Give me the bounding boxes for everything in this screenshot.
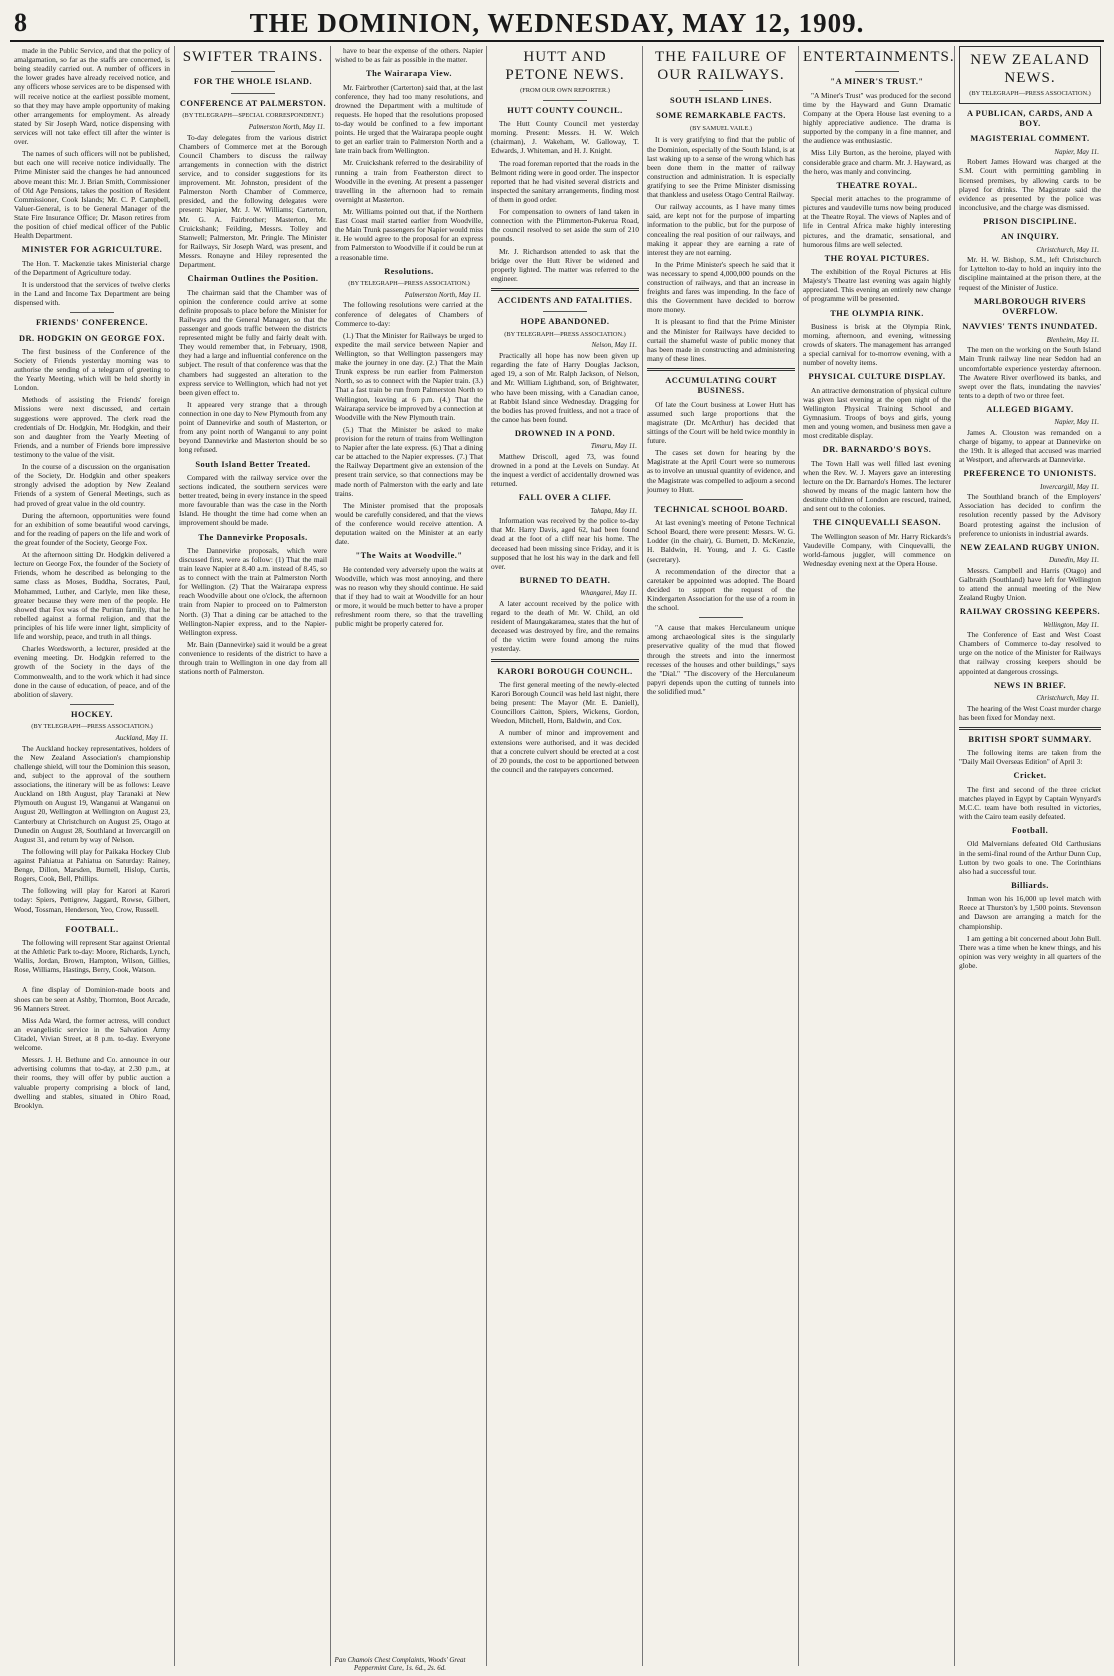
column-5 [642, 46, 799, 1666]
divider [491, 659, 639, 662]
column-2 [174, 46, 331, 1666]
section-subheading: PHYSICAL CULTURE DISPLAY. [808, 372, 946, 382]
dateline: Dunedin, May 11. [1048, 556, 1099, 565]
section-heading: TECHNICAL SCHOOL BOARD. [654, 504, 788, 514]
divider [70, 312, 114, 313]
dateline: Napier, May 11. [1054, 147, 1099, 156]
divider [959, 727, 1101, 730]
article-paragraph: A number of minor and improvement and extensions were authorised, and it was decided that a concrete culvert should be erected at a cost of 20 pounds, the cost to be apportioned between the council and the ratepayers concerned. [491, 728, 639, 774]
column-3 [330, 46, 487, 1666]
article-paragraph: The Wellington season of Mr. Harry Rickards's Vaudeville Company, with Cinquevalli, the world-famous juggler, will commence on Wednesday evening next at the Opera House. [803, 531, 951, 568]
article-paragraph: It appeared very strange that a through connection in one day to New Plymouth from any point of Dannevirke and south of Masterton, or from any point north of Wanganui to any point beyond Dannevirke and Masterton should be so long refused. [179, 399, 327, 455]
article-paragraph: He contended very adversely upon the waits at Woodville, which was most annoying, and there was no reason why they should continue. He said that if they had to wait at Woodville for an hour or more, it would be much better to have a proper refreshment room there, so that the travelling public might be properly catered for. [335, 564, 483, 629]
article-paragraph: At last evening's meeting of Petone Technical School Board, there were present: Messrs. W. G. Lodder (in the chair), G. Burnett, D. McKenzie, H. Baldwin, H. Young, and J. G. Castle (secretary). [647, 518, 795, 564]
article-paragraph: The Dannevirke proposals, which were discussed first, were as follow: (1) That the mail train leave Napier at 8.40 a.m. instead of 8.45, so as to connect with the train at Palmerston North for Wellington. (2) That the Wairarapa express reach Woodville about one o'clock, the afternoon train from Napier to proceed on to Palmerston North. (3) That a dining car be attached to the Wellington-Napier express, and to the Napier-Wellington express. [179, 545, 327, 637]
article-paragraph: Matthew Driscoll, aged 73, was found drowned in a pond at the Levels on Sunday. At the inquest a verdict of accidentally drowned was returned. [491, 451, 639, 489]
article-paragraph: The Conference of East and West Coast Chambers of Commerce to-day resolved to urge on the notice of the Minister for Railways that railway crossing keepers should be appointed at dangerous crossings. [959, 630, 1101, 676]
article-paragraph: It is pleasant to find that the Prime Minister and the Minister for Railways have decided to curtail the shameful waste of public money that has been made in constructing and administering many of these lines. [647, 317, 795, 363]
dateline: Wellington, May 11. [1043, 620, 1099, 629]
article-headline: NEW ZEALAND NEWS. [970, 52, 1090, 87]
section-subheading: MAGISTERIAL COMMENT. [970, 134, 1090, 144]
divider [855, 71, 899, 72]
section-subheading: CONFERENCE AT PALMERSTON. [179, 98, 327, 108]
article-paragraph: The names of such officers will not be published, but each one will receive notice individually. The Prime Minister said the changes he had announced above meant this: Mr. J. Brian Smith, Commissioner of Old Age Pensions, takes the position of Resident Commissioner, Cook Islands; Mr. C. P. Campbell, Valuer-General, is to be General Manager of the State Fire Insurance Office; Dr. Mason retires from the position of chief medical officer of the Public Health Department. [14, 149, 170, 241]
article-headline: HUTT AND PETONE NEWS. [505, 49, 625, 84]
section-subheading: NEWS IN BRIEF. [993, 680, 1067, 690]
divider [231, 71, 275, 72]
section-subheading: HOPE ABANDONED. [520, 317, 610, 327]
dateline: Auckland, May 11. [115, 734, 168, 743]
article-paragraph: For compensation to owners of land taken in connection with the Plimmerton-Pukerua Road, the council resolved to set aside the sum of 210 pounds. [491, 207, 639, 244]
article-paragraph: Mr. Williams pointed out that, if the Northern East Coast mail started earlier from Woodville, the Main Trunk passengers for Napier would miss it. He would agree to the proposal for an express from Palmerston to Woodville if it could be run at a reasonable time. [335, 206, 484, 262]
article-paragraph: Miss Lily Burton, as the heroine, played with considerable grace and charm. Mr. J. Hayward, as the hero, was manly and convincing. [803, 148, 951, 176]
section-subheading: THE ROYAL PICTURES. [824, 253, 930, 263]
article-paragraph: Messrs. Campbell and Harris (Otago) and Galbraith (Southland) have left for Wellington to attend the annual meeting of the New Zealand Rugby Union. [959, 565, 1101, 603]
article-paragraph: Mr. Fairbrother (Carterton) said that, at the last conference, they had too many resolutions, and drowned the Department with a multitude of requests. He hoped that the resolutions proposed to-day would be confined to a few important points. He urged that the Wairarapa people ought to get an earlier train to Palmerston North and a late train back from Wellington. [335, 82, 483, 156]
section-subheading: THEATRE ROYAL. [836, 180, 918, 190]
dateline: Christchurch, May 11. [1036, 694, 1099, 702]
article-paragraph: To-day delegates from the various district Chambers of Commerce met at the Borough Council Chambers to discuss the railway arrangements in connection with the district service, and to consider suggestions for its improvement. Mr. Johnston, president of the Palmerston North Chamber of Commerce, presided, and the following delegates were present: Napier, Mr. J. W. Williams; Carterton, Mr. G. A. Fairbrother; Masterton, Mr. Cruickshank; Feilding, Messrs. Tolley and Stanwell; Palmerston, Mr. Pringle. The Minister for Railways, Sir Joseph Ward, was present, and Messrs. Ronayne and Hiley represented the Department. [179, 132, 327, 270]
dateline: Timaru, May 11. [590, 442, 637, 451]
section-heading: KARORI BOROUGH COUNCIL. [497, 666, 633, 676]
section-subheading: NAVVIES' TENTS INUNDATED. [962, 322, 1098, 332]
article-headline: THE FAILURE OF OUR RAILWAYS. [654, 49, 788, 84]
section-subheading: THE CINQUEVALLI SEASON. [813, 518, 941, 528]
article-paragraph: Mr. Bain (Dannevirke) said it would be a great convenience to residents of the district to have a through train to Wellington in one day from all stations north of Palmerston. [179, 639, 327, 677]
article-paragraph: The hearing of the West Coast murder charge has been fixed for Monday next. [959, 703, 1101, 722]
divider [543, 311, 587, 312]
headline-box [959, 46, 1101, 104]
article-paragraph: The Hutt County Council met yesterday morning. Present: Messrs. H. W. Welch (chairman), J. Wakeham, W. Galloway, T. Edwards, J. Whiteman, and H. J. Knight. [491, 119, 639, 156]
article-paragraph: A later account received by the police with regard to the death of Mr. W. Child, an old resident of Maungakaramea, states that the hut of deceased was destroyed by fire, and the remains of the victim were found among the ruins yesterday. [491, 598, 639, 654]
divider [647, 368, 795, 371]
section-subheading: Football. [1011, 826, 1049, 836]
press-credit: (BY TELEGRAPH—PRESS ASSOCIATION.) [348, 279, 470, 287]
article-paragraph: (1.) That the Minister for Railways be urged to expedite the mail service between Napier and Wellington, so that Wellington passengers may make the journey in one day. (2.) That the Main Trunk express be run earlier from Palmerston North, so as to connect with the Napier train. (3.) That a fast train be run from Palmerston North to Wellington, leaving at 6 p.m. (4.) That the Wairarapa service be improved by a connection at Woodville with the New Plymouth train. [335, 330, 483, 422]
byline: (BY SAMUEL VAILE.) [690, 124, 752, 132]
article-paragraph: An attractive demonstration of physical culture was given last evening at the open night of the Wellington Physical Training School and Gymnasium. Troops of boys and girls, young men and young women, and business men gave a most creditable display. [803, 385, 951, 441]
article-paragraph: Charles Wordsworth, a lecturer, presided at the evening meeting. Dr. Hodgkin referred to the growth of the Society in the days of the Commonwealth, and to the work which it had since done in the cause of education, of peace, and of the abolition of slavery. [14, 644, 170, 699]
section-subheading: South Island Better Treated. [195, 459, 311, 469]
article-paragraph: The Southland branch of the Employers' Association has decided to confirm the resolution recently passed by the Advisory Board protesting against the inclusion of preference to unionists in industrial awards. [959, 492, 1101, 538]
section-subheading: SOME REMARKABLE FACTS. [656, 111, 786, 121]
advert-footnote: Pan Chamois Chest Complaints, Woods' Great Peppermint Cure, 1s. 6d., 2s. 6d. [334, 1656, 466, 1672]
section-subheading: Resolutions. [384, 266, 434, 276]
section-subheading: PRISON DISCIPLINE. [983, 217, 1077, 226]
divider [70, 919, 114, 920]
dateline: Whangarei, May 11. [580, 589, 637, 598]
article-paragraph: Methods of assisting the Friends' foreign Missions were next discussed, and certain suggestions were approved. The clerk read the credentials of Dr. Hodgkin, Mr. Hodgkin, and their son and daughter from the Yearly Meeting of Friends, and a number of Friends bore impressive testimony to the value of the visit. [14, 395, 170, 460]
section-heading: HOCKEY. [70, 709, 114, 719]
article-paragraph: A recommendation of the director that a caretaker be appointed was adopted. The Board decided to support the request of the Kindergarten Association for the use of a room in the school. [647, 566, 795, 613]
article-paragraph: Messrs. J. H. Bethune and Co. announce in our advertising columns that to-day, at 2.30 p.m., at their rooms, they will offer by public auction a valuable property comprising a block of land, dwelling and stables, situated in Ohiro Road, Brooklyn. [14, 1055, 170, 1110]
dateline: Napier, May 11. [1054, 418, 1099, 427]
section-heading: BRITISH SPORT SUMMARY. [968, 734, 1092, 744]
masthead [10, 6, 1104, 42]
section-subheading: "A MINER'S TRUST." [830, 77, 924, 87]
article-paragraph: made in the Public Service, and that the policy of amalgamation, so far as the staffs are concerned, is being steadily carried out. A number of officers in the lower grades have already received notice, and any officers whose services are to be dispensed with will receive notice at the earliest possible moment, so that they may have ample opportunity of making other arrangements for employment. As already stated by Sir Joseph Ward, notice dispensing with services will not take effect till after the winter is over. [14, 46, 170, 147]
article-paragraph: James A. Clouston was remanded on a charge of bigamy, to appear at Dannevirke on the 19th. It is alleged that accused was married at Westport, and afterwards at Dannevirke. [959, 427, 1101, 465]
column-4 [486, 46, 643, 1666]
column-6 [798, 46, 955, 1666]
article-paragraph: The men on the working on the South Island Main Trunk railway line near Seddon had an uncomfortable experience yesterday afternoon. The Awatere River overflowed its banks, and swept over the flats, inundating the navvies' tents to a depth of two or three feet. [959, 345, 1101, 400]
newspaper-title: THE DOMINION, WEDNESDAY, MAY 12, 1909. [249, 8, 865, 38]
section-subheading: ALLEGED BIGAMY. [986, 404, 1074, 414]
article-paragraph: (5.) That the Minister be asked to make provision for the return of trains from Wellington to Napier after the late express. (6.) That a dining car be attached to the Napier expresses. (7.) That the Railway Department give an extension of the present train service, so that connections may be made north of Palmerston with the early and late trains. [335, 424, 483, 498]
page-number: 8 [14, 8, 27, 37]
article-paragraph: Of late the Court business at Lower Hutt has assumed such large proportions that the magistrate (Dr. McArthur) has decided that sittings of the Court will be held twice monthly in future. [647, 399, 795, 446]
divider [699, 90, 743, 91]
article-paragraph: The Minister promised that the proposals would be carefully considered, and that the views of the conference would receive attention. A deputation waited on the Minister at an early date. [335, 500, 483, 547]
article-paragraph: The Town Hall was well filled last evening when the Rev. W. J. Mayers gave an interesting lecture on the Dr. Barnardo's Homes. The lecturer showed by means of the magic lantern how the destitute children of London are rescued, trained, and sent out to the colonies. [803, 458, 951, 514]
section-subheading: FALL OVER A CLIFF. [518, 493, 612, 503]
column-7 [954, 46, 1105, 1666]
section-heading: FRIENDS' CONFERENCE. [36, 318, 148, 328]
article-paragraph: The first business of the Conference of the Society of Friends yesterday morning was to authorise the sending of a telegram of greeting to the Yearly Meeting, which will be held shortly in London. [14, 346, 170, 393]
divider [699, 499, 743, 500]
section-subheading: HUTT COUNTY COUNCIL. [507, 105, 623, 115]
article-paragraph: The following will play for Paikaka Hockey Club against Pahiatua at Pahiatua on Saturday: Rainey, Benge, Dillon, Marsden, Burnell, Hislop, Curtis, Rogers, Cook, Bell, Phillips. [14, 846, 170, 884]
section-subheading: The Wairarapa View. [366, 69, 452, 79]
article-paragraph: Information was received by the police to-day that Mr. Harry Davis, aged 62, had been found dead at the foot of a cliff near his home. The deceased had been missing since Friday, and it is supposed that he lost his way in the dark and fell over. [491, 516, 639, 571]
section-subheading: A PUBLICAN, CARDS, AND A BOY. [966, 108, 1093, 129]
article-paragraph: The Auckland hockey representatives, holders of the New Zealand Association's championship challenge shield, will tour the Dominion this season, and, subject to the approval of the southern associations, the itinerary will be as follows: Leave Auckland on 18th August, play Taranaki at New Plymouth on August 19, Wanganui at Wanganui on August 20, Wellington at Wellington on August 23, Canterbury at Christchurch on August 25, Otago at Dunedin on August 28, Southland at Invercargill on August 31, and return by way of Nelson. [14, 743, 170, 844]
dateline: Nelson, May 11. [591, 341, 637, 350]
dateline: Tahapa, May 11. [590, 506, 637, 515]
section-subheading: The Dannevirke Proposals. [198, 532, 308, 542]
dateline: Palmerston North, May 11. [404, 290, 481, 299]
article-paragraph: The following will represent Star against Oriental at the Athletic Park to-day: Moore, Richards, Lynch, Wallis, Jordan, Brown, Hampton, Wilson, Gillies, Rose, Williams, Hastings, Berry, Cook, Watson. [14, 937, 170, 975]
article-paragraph: The cases set down for hearing by the Magistrate at the April Court were so numerous as to involve an unusual quantity of evidence, and the Magistrate was compelled to adjourn a second journey to Hutt. [647, 448, 795, 494]
section-heading: FOOTBALL. [65, 924, 119, 934]
section-subheading: AN INQUIRY. [1001, 232, 1059, 242]
article-paragraph: During the afternoon, opportunities were found for an exhibition of some beautiful wood carvings, and for the reading of papers on the life and work of the great founder of the Society, George Fox. [14, 510, 170, 548]
section-heading: ACCUMULATING COURT BUSINESS. [665, 376, 777, 396]
dateline: Invercargill, May 11. [1040, 482, 1099, 491]
press-credit: (FROM OUR OWN REPORTER.) [520, 86, 610, 94]
article-paragraph: "A Miner's Trust" was produced for the second time by the Hayward and Gunn Dramatic Company at the Opera House last evening to a highly appreciative audience. The drama is supported by the company in a fine manner, and the audience was enthusiastic. [803, 90, 951, 146]
press-credit: (BY TELEGRAPH—PRESS ASSOCIATION.) [31, 723, 153, 731]
section-subheading: Cricket. [1013, 771, 1047, 781]
article-headline: SWIFTER TRAINS. [182, 49, 324, 65]
article-paragraph: Practically all hope has now been given up regarding the fate of Harry Douglas Jackson, aged 19, a son of Mr. Ralph Jackson, of Nelson, and Mr. William Lightband, son, of Brightwater, who have been missing, with a Canadian canoe, at Rabbit Island since Wednesday. Dragging for the bodies has proved fruitless, and not a trace of the canoe has been found. [491, 351, 639, 424]
article-paragraph: Special merit attaches to the programme of pictures and vaudeville turns now being produced at the Theatre Royal. The views of Naples and of life in Central Africa make highly interesting pictures, and the dramatic, sensational, and humorous films are well selected. [803, 194, 951, 249]
article-paragraph: Old Malvernians defeated Old Carthusians in the semi-final round of the Arthur Dunn Cup, Lutton by two goals to one. The Corinthians also had a successful tour. [959, 839, 1101, 876]
article-paragraph: Mr. H. W. Bishop, S.M., left Christchurch for Lyttelton to-day to hold an inquiry into the discipline maintained at the prison there, at the request of the Minister of Justice. [959, 255, 1101, 292]
article-paragraph: Our railway accounts, as I have many times said, are kept not for the purpose of imparting information to the public, but for the purpose of concealing the real position of our railways, and making it appear they are earning a rate of interest they are not earning. [647, 202, 795, 257]
section-subheading: RAILWAY CROSSING KEEPERS. [959, 607, 1101, 617]
article-paragraph: Miss Ada Ward, the former actress, will conduct an evangelistic service in the Salvation Army Citadel, Vivian Street, at 8 p.m. to-day. Everyone welcome. [14, 1015, 170, 1053]
press-credit: (BY TELEGRAPH—SPECIAL CORRESPONDENT.) [182, 112, 324, 120]
section-subheading: DR. BARNARDO'S BOYS. [822, 445, 932, 455]
section-subheading: THE OLYMPIA RINK. [830, 308, 924, 318]
article-paragraph: In the Prime Minister's speech he said that it was necessary to spend 4,000,000 pounds on the construction of railways, and that an increase in freights and fares was impending. In the face of this the Government have decided to borrow more money. [647, 259, 795, 315]
article-paragraph: At the afternoon sitting Dr. Hodgkin delivered a lecture on George Fox, the founder of the Society of Friends, whom he described as belonging to the same class as Moses, Buddha, Socrates, Paul, Mohammed, Luther, and Carlyle, men like these, greater because they were men of the people. He showed that Fox was of the Puritan family, that he rebelled against a formal religion, and that the principles of his life were inner light, simplicity of life and worship, peace, and truth in all things. [14, 550, 170, 642]
section-subheading: DR. HODGKIN ON GEORGE FOX. [18, 333, 166, 343]
section-heading: ACCIDENTS AND FATALITIES. [497, 295, 633, 305]
section-subheading: "The Waits at Woodville." [355, 551, 463, 561]
article-paragraph: The chairman said that the Chamber was of opinion the conference could arrive at some definite proposals to place before the Minister for Railways and the General Manager, so that the passenger and goods traffic between the districts represented might be fully and fairly dealt with. They would remember that, in February, 1908, they had a large and influential conference on the subject. The result of that conference was that the chambers had suggested an alteration to the express service to Wellington, which had not yet been given effect to. [179, 287, 327, 397]
section-subheading: SOUTH ISLAND LINES. [670, 95, 772, 105]
section-subheading: BURNED TO DEATH. [519, 575, 611, 585]
article-paragraph: Compared with the railway service over the sections indicated, the southern services were better treated, being in every instance in the speed more favourable than was the case in the North Island. He thought the time had come when an improvement should be made. [179, 472, 327, 528]
article-paragraph: Business is brisk at the Olympia Rink, morning, afternoon, and evening, witnessing crowds of skaters. The management has arranged a special carnival for to-morrow evening, with a number of novelty items. [803, 321, 951, 368]
article-paragraph: Mr. J. Richardson attended to ask that the bridge over the Hutt River be widened and properly lighted. The matter was referred to the engineer. [491, 246, 639, 283]
press-credit: (BY TELEGRAPH—PRESS ASSOCIATION.) [504, 330, 626, 338]
dateline: Blenheim, May 11. [1046, 335, 1099, 344]
article-paragraph: Mr. Cruickshank referred to the desirability of running a train from Featherston direct to Woodville in the evening. At present a passenger travelling in the afternoon had to remain overnight at Masterton. [335, 158, 483, 204]
section-heading: MINISTER FOR AGRICULTURE. [21, 245, 163, 255]
column-1 [10, 46, 174, 1666]
article-paragraph: The road foreman reported that the roads in the Belmont riding were in good order. The inspector reported that he had visited several districts and inspected the sanitary arrangements, finding most of them in good order. [491, 158, 639, 204]
section-subheading: PREFERENCE TO UNIONISTS. [963, 469, 1097, 479]
article-paragraph: Inman won his 16,000 up level match with Reece at Thurston's by 1,500 points. Stevenson and Dawson are arranging a match for the championship. [959, 894, 1101, 931]
section-subheading: NEW ZEALAND RUGBY UNION. [960, 542, 1100, 552]
article-paragraph: The Hon. T. Mackenzie takes Ministerial charge of the Department of Agriculture today. [14, 258, 170, 277]
article-paragraph: have to bear the expense of the others. Napier wished to be as fair as possible in the matter. [335, 46, 483, 65]
section-subheading: FOR THE WHOLE ISLAND. [193, 77, 313, 87]
dateline: Palmerston North, May 11. [248, 122, 325, 131]
dateline: Christchurch, May 11. [1036, 245, 1099, 254]
divider [543, 100, 587, 101]
article-paragraph: "A cause that makes Herculaneum unique among archaeological sites is the singularly preservative quality of the mud that flowed through the streets and into the innermost recesses of the houses and other buildings," says the "Dial." "The discovery of the Herculaneum papyri depends upon the cutting of tunnels into the solidified mud." [647, 623, 795, 696]
article-paragraph: In the course of a discussion on the organisation of the Society, Dr. Hodgkin and other speakers strongly advised the adoption by New Zealand Friends of a system of General Meetings, such as had proved of great value in the old country. [14, 462, 170, 508]
divider [491, 288, 639, 291]
article-paragraph: The first and second of the three cricket matches played in Egypt by Captain Wynyard's M.C.C. team have both resulted in victories, with the Cairo team easily defeated. [959, 784, 1101, 822]
article-paragraph: Robert James Howard was charged at the S.M. Court with permitting gambling in licensed premises, by allowing cards to be played for drinks. The Magistrate said the evidence as presented by the police was inconclusive, and the charge was dismissed. [959, 157, 1101, 212]
section-subheading: MARLBOROUGH RIVERS OVERFLOW. [973, 296, 1087, 317]
article-paragraph: It is understood that the services of twelve clerks in the Land and Income Tax Department are being dispensed with. [14, 279, 170, 308]
article-paragraph: The following will play for Karori at Karori today: Spiers, Pettigrew, Jaggard, Rowse, Gilbert, Wood, Tossman, Henderson, Yeo, Crow, Russell. [14, 886, 170, 914]
press-credit: (BY TELEGRAPH—PRESS ASSOCIATION.) [969, 89, 1091, 97]
section-subheading: Billiards. [1011, 880, 1049, 890]
divider [699, 617, 743, 618]
divider [231, 93, 275, 94]
article-paragraph: The first general meeting of the newly-elected Karori Borough Council was held last night, there being present: The Mayor (Mr. E. Daniell), Councillors Caitton, Spiers, Wickens, Gordon, Weedon, Mitchell, Horn, Baldwin, and Cox. [491, 679, 639, 726]
article-headline: ENTERTAINMENTS. [803, 49, 955, 65]
article-paragraph: The following resolutions were carried at the conference of delegates of Chambers of Commerce to-day: [335, 300, 483, 328]
section-subheading: Chairman Outlines the Position. [187, 274, 319, 284]
article-columns [10, 46, 1104, 1666]
section-subheading: DROWNED IN A POND. [514, 428, 616, 438]
article-paragraph: The exhibition of the Royal Pictures at His Majesty's Theatre last evening was again highly appreciated. This evening an entirely new change of programme will be presented. [803, 267, 951, 304]
divider [70, 704, 114, 705]
article-paragraph: The following items are taken from the "Daily Mail Overseas Edition" of April 3: [959, 748, 1101, 767]
article-paragraph: I am getting a bit concerned about John Bull. There was a time when he knew things, and his opinion was very weighty in all quarters of the globe. [959, 933, 1101, 970]
divider [70, 979, 114, 980]
article-paragraph: A fine display of Dominion-made boots and shoes can be seen at Ashby, Thornton, Boot Arcade, 96 Manners Street. [14, 985, 170, 1013]
article-paragraph: It is very gratifying to find that the public of the Dominion, especially of the South Island, is at last waking up to a sense of the wrong which has been done them in the matter of railway construction and administration. It is especially gratifying to see the Prime Minister dismissing that thankless and useless Otago Central Railway. [647, 135, 795, 200]
